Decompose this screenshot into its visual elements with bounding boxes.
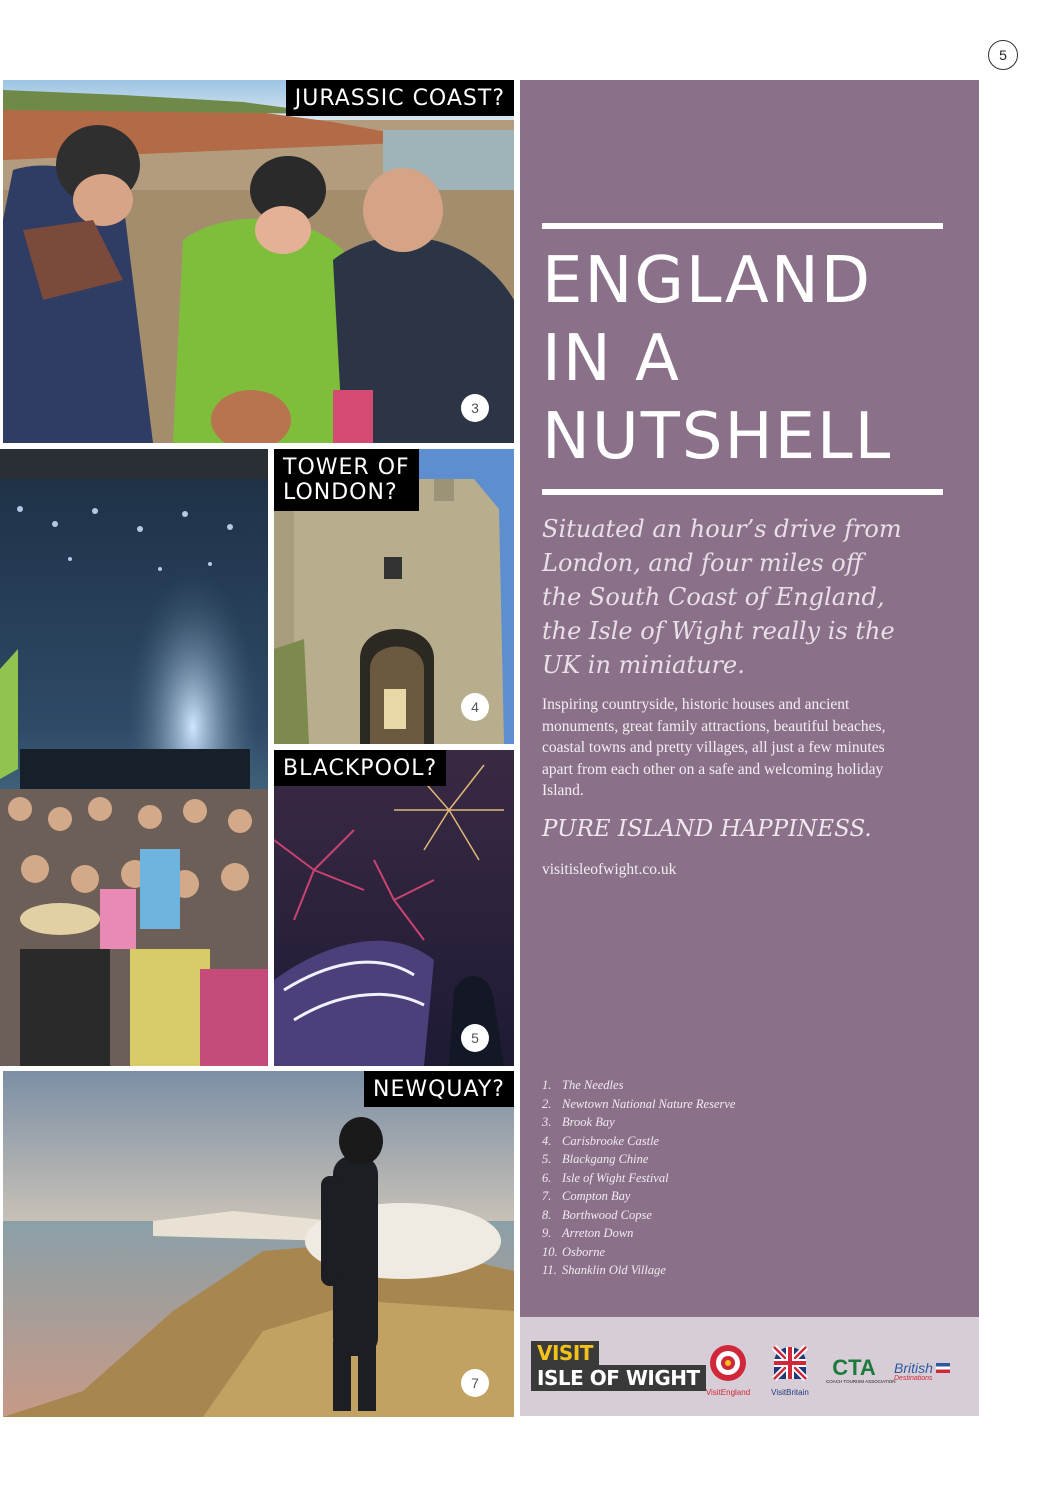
cta-logo [826,1355,896,1384]
list-item: 6. Isle of Wight Festival [542,1170,669,1185]
headline-line: NUTSHELL [542,400,893,474]
list-item: 9. Arreton Down [542,1226,634,1240]
photo-festival [0,449,268,1066]
cta-logo-text: CTA [832,1355,876,1380]
places-list [542,1076,735,1280]
photo-newquay [3,1071,514,1417]
logo-text: ISLE OF WIGHT [531,1365,706,1391]
logo-strip [520,1317,979,1416]
website-link[interactable]: visitisleofwight.co.uk [542,861,677,878]
union-jack-icon [770,1343,810,1383]
logo-caption: Destinations [894,1375,933,1382]
list-item: 1. The Needles [542,1078,624,1092]
list-item: 7. Compton Bay [542,1189,631,1203]
divider [542,489,943,495]
divider [542,223,943,229]
photo-number-badge: 5 [461,1024,489,1052]
list-item: 8. Borthwood Copse [542,1207,652,1222]
logo-caption: COACH TOURISM ASSOCIATION [826,1379,896,1384]
photo-tower-of-london [274,449,514,744]
photo-label: BLACKPOOL? [274,750,446,786]
photo-label: JURASSIC COAST? [286,80,514,116]
photo-jurassic-coast [3,80,514,443]
photo-blackpool [274,750,514,1066]
body-text: Inspiring countryside, historic houses and ancient monuments, great family attractions, beautiful beaches, coastal towns and pretty villages, all just a few minutes apart from each other on a safe and welcoming holiday Island. [542,696,886,799]
logo-text: VISIT [531,1341,599,1365]
headline [542,242,962,476]
list-item: 11. Shanklin Old Village [542,1263,666,1277]
visit-isle-of-wight-logo [531,1341,700,1391]
flag-icon [936,1363,950,1373]
tudor-rose-icon [708,1343,748,1383]
beach-fossil-hunters-photo [3,80,514,443]
photo-label-line: LONDON? [283,480,398,506]
headline-line: ENGLAND [542,244,872,318]
list-item: 5. Blackgang Chine [542,1152,649,1166]
fireworks-fairground-photo [274,750,514,1066]
festival-crowd-photo [0,449,268,1066]
visitbritain-logo [762,1343,818,1397]
photo-label-line: TOWER OF [283,455,410,480]
list-item: 4. Carisbrooke Castle [542,1133,660,1148]
headline-line: IN A [542,322,681,396]
list-item: 3. Brook Bay [542,1115,615,1129]
photo-label [274,449,419,511]
list-item: 2. Newtown National Nature Reserve [542,1096,736,1111]
british-destinations-text: British [894,1361,960,1375]
surfer-cliff-photo [3,1071,514,1417]
tagline: PURE ISLAND HAPPINESS. [542,816,872,842]
photo-number-badge: 7 [461,1369,489,1397]
photo-number-badge: 4 [461,693,489,721]
page-number: 5 [988,40,1018,70]
visitengland-logo [704,1343,752,1397]
logo-caption: VisitBritain [771,1388,809,1397]
logo-caption: VisitEngland [705,1388,751,1397]
list-item: 10. Osborne [542,1244,606,1259]
photo-label: NEWQUAY? [364,1071,514,1107]
intro-text: Situated an hour’s drive from London, and four miles off the South Coast of England, the Isle of Wight really is the UK in miniature. [542,515,902,679]
british-destinations-logo [894,1361,960,1382]
info-panel [520,80,979,1317]
photo-number-badge: 3 [461,394,489,422]
